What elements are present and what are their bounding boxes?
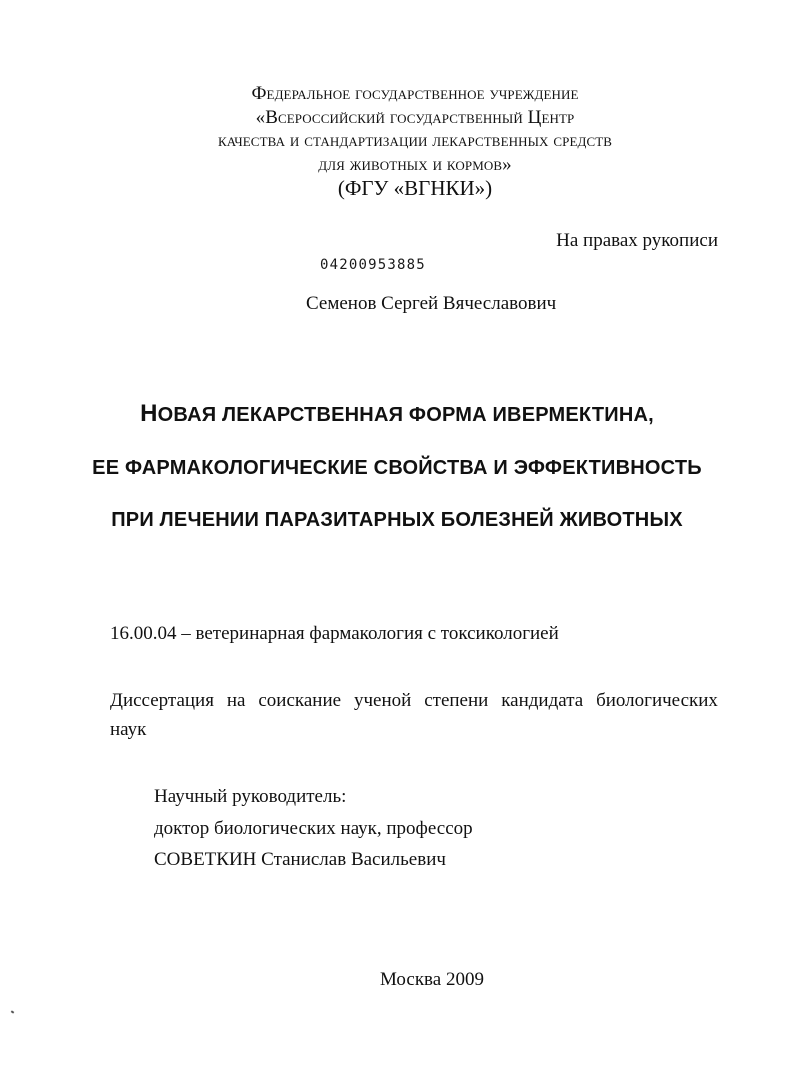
diss-word: на	[226, 690, 246, 711]
author-name: Семенов Сергей Вячеславович	[306, 293, 557, 314]
dissertation-line-2: наук	[110, 719, 147, 740]
dissertation-title	[60, 400, 734, 560]
title-initial: Н	[140, 400, 158, 427]
institution-line-4: для животных и кормов»	[318, 153, 512, 175]
institution-line-1: Федеральное государственное учреждение	[251, 83, 579, 104]
diss-word: степени	[424, 690, 489, 711]
diss-word: ученой	[353, 690, 412, 711]
title-line-2: ЕЕ ФАРМАКОЛОГИЧЕСКИЕ СВОЙСТВА И ЭФФЕКТИВНОСТЬ	[92, 456, 702, 479]
dissertation-statement	[110, 686, 718, 744]
scan-speck	[11, 1010, 15, 1013]
dissertation-line-1	[110, 686, 718, 715]
diss-word: Диссертация	[110, 690, 214, 711]
title-line-1	[60, 400, 734, 429]
supervisor-name: СОВЕТКИН Станислав Васильевич	[154, 849, 446, 870]
supervisor-degree: доктор биологических наук, профессор	[154, 817, 473, 839]
diss-word: биологических	[596, 690, 718, 711]
title-line-1-rest: ОВАЯ ЛЕКАРСТВЕННАЯ ФОРМА ИВЕРМЕКТИНА,	[157, 404, 654, 426]
city-year: Москва 2009	[380, 969, 484, 990]
rights-note: На правах рукописи	[556, 230, 718, 251]
supervisor-block	[154, 781, 473, 876]
diss-word: кандидата	[501, 690, 584, 711]
institution-line-3: качества и стандартизации лекарственных средств	[217, 130, 613, 151]
specialty-code: 16.00.04 – ветеринарная фармакология с токсикологией	[110, 623, 559, 644]
institution-abbreviation: (ФГУ «ВГНКИ»)	[337, 176, 493, 200]
institution-line-2: «Всероссийский государственный Центр	[255, 106, 575, 128]
title-line-3: ПРИ ЛЕЧЕНИИ ПАРАЗИТАРНЫХ БОЛЕЗНЕЙ ЖИВОТНЫХ	[111, 509, 683, 531]
registration-code: 04200953885	[320, 257, 426, 273]
supervisor-label: Научный руководитель:	[154, 786, 347, 807]
institution-header	[100, 82, 730, 201]
diss-word: соискание	[258, 690, 342, 711]
